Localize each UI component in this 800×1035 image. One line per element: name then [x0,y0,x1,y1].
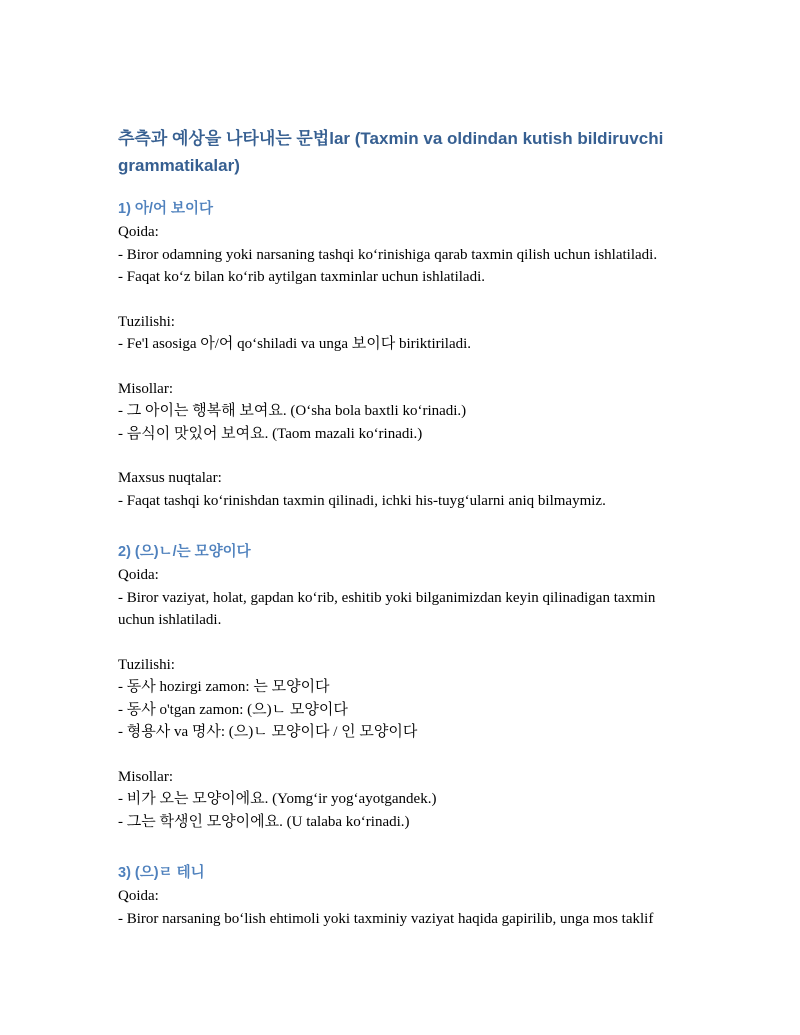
section-2-tuzilishi-line: - 형용사 va 명사: (으)ㄴ 모양이다 / 인 모양이다 [118,724,418,740]
section-1-tuzilishi-line: - Fe'l asosiga 아/어 qo‘shiladi va unga 보이다 biriktiriladi. [118,336,472,352]
section-2-tuzilishi-label: Tuzilishi: [118,656,175,673]
section-2-qoida-label: Qoida: [118,567,159,583]
section-2-qoida-line: - Biror vaziyat, holat, gapdan ko‘rib, eshitib yoki bilganimizdan keyin qilinadigan taxmin uchun ishlatiladi. [118,589,656,628]
section-2-example: - 비가 오는 모양이에요. (Yomg‘ir yog‘ayotgandek.) [118,791,437,807]
document-title: 추측과 예상을 나타내는 문법lar (Taxmin va oldindan kutish bildiruvchi grammatikalar) [118,129,664,175]
section-2-misollar-label: Misollar: [118,768,173,785]
section-2-tuzilishi-line: - 동사 o'tgan zamon: (으)ㄴ 모양이다 [118,701,348,718]
section-3-qoida-line: - Biror narsaning bo‘lish ehtimoli yoki taxminiy vaziyat haqida gapirilib, unga mos taklif [118,910,654,927]
document-page [118,125,688,930]
section-1-misollar-label: Misollar: [118,380,173,397]
section-2-heading: 2) (으)ㄴ/는 모양이다 [118,544,251,560]
section-1-maxsus-label: Maxsus nuqtalar: [118,470,222,486]
section-1-example: - 음식이 맛있어 보여요. (Taom mazali ko‘rinadi.) [118,425,423,442]
section-3-heading: 3) (으)ㄹ 테니 [118,865,205,881]
section-1-maxsus-line: - Faqat tashqi ko‘rinishdan taxmin qilinadi, ichki his-tuyg‘ularni aniq bilmaymiz. [118,492,606,509]
section-1-qoida-label: Qoida: [118,224,159,240]
section-2-tuzilishi-line: - 동사 hozirgi zamon: 는 모양이다 [118,679,330,695]
section-1-tuzilishi-label: Tuzilishi: [118,313,175,330]
section-1-heading: 1) 아/어 보이다 [118,201,214,217]
section-1-example: - 그 아이는 행복해 보여요. (O‘sha bola baxtli ko‘rinadi.) [118,403,467,419]
section-1-qoida-line: - Faqat ko‘z bilan ko‘rib aytilgan taxminlar uchun ishlatiladi. [118,269,485,285]
section-3-qoida-label: Qoida: [118,888,159,904]
section-2-example: - 그는 학생인 모양이에요. (U talaba ko‘rinadi.) [118,813,410,830]
section-1-qoida-line: - Biror odamning yoki narsaning tashqi ko‘rinishiga qarab taxmin qilish uchun ishlatiladi. [118,246,658,263]
